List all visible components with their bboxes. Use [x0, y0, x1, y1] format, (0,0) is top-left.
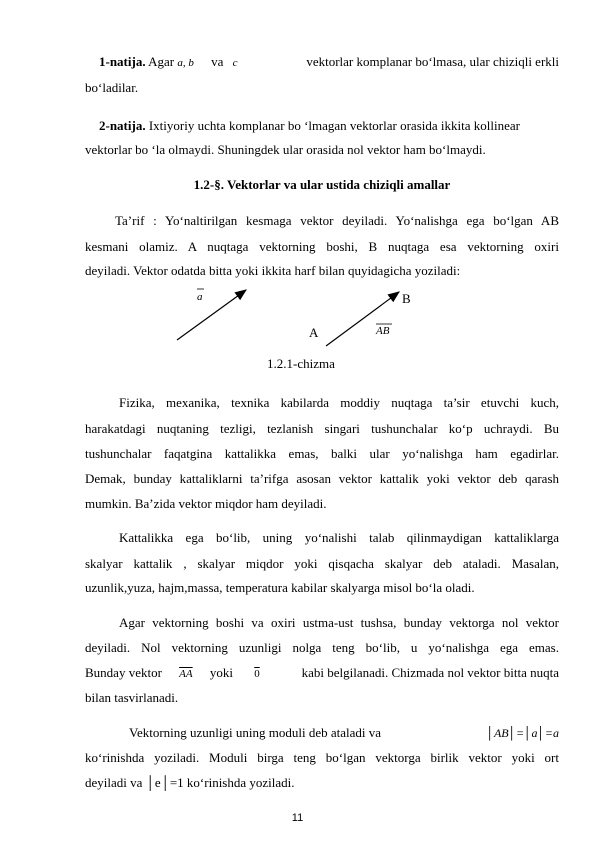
vector-ab-symbol: a, b [177, 57, 194, 69]
para3-line1: Agar vektorning boshi va oxiri ustma-ust tushsa, bunday vektorga nol vektor [119, 615, 559, 630]
zero-vector-symbol: 0 [254, 668, 260, 680]
figure-label-A: A [309, 325, 319, 340]
para2-line2: skalyar kattalik , skalyar miqdor yoki qisqacha skalyar deb ataladi. Masalan, [85, 556, 559, 571]
definition-line1: Ta’rif : Yo‘naltirilgan kesmaga vektor deyiladi. Yo‘nalishga ega bo‘lgan AB [115, 213, 559, 228]
definition-line3: deyiladi. Vektor odatda bitta yoki ikkita harf bilan quyidagicha yoziladi: [85, 263, 461, 278]
modulus-formula: │AB│=│a│=a [486, 726, 559, 740]
para3-line4: bilan tasvirlanadi. [85, 690, 179, 705]
para1-line3: tushunchalar faqatgina kattalikka emas, balki ular yo‘nalishga ham egadirlar. [85, 446, 559, 461]
vector-AA-symbol: $\overline{AA}$ [179, 668, 193, 680]
para4-line1: Vektorning uzunligi uning moduli deb ataladi va [129, 725, 382, 740]
natija2-label: 2-natija. [99, 118, 146, 133]
definition-line2: kesmani olamiz. A nuqtaga vektorning boshi, B nuqtaga esa vektorning oxiri [85, 239, 559, 254]
natija2-line1-text: Ixtiyoriy uchta komplanar bo ‘lmagan vektorlar orasida ikkita kollinear [148, 118, 520, 133]
para4-line3: deyiladi va │e│=1 ko‘rinishda yoziladi. [85, 775, 295, 790]
para3-yoki: yoki [209, 665, 233, 680]
para1-line2: harakatdagi nuqtaning tezligi, tezlanish singari tushunchalar ko‘p uchraydi. Bu [85, 421, 559, 436]
para3-line3-rest: kabi belgilanadi. Chizmada nol vektor bitta nuqta [301, 665, 559, 680]
para2-line3: uzunlik,yuza, hajm,massa, temperatura kabilar skalyarga misol bo‘la oladi. [85, 580, 475, 595]
para3-line2: deyiladi. Nol vektorning uzunligi nolga teng bo‘lib, u yo‘nalishga ega emas. [85, 640, 559, 655]
figure-label-a: a [197, 291, 203, 303]
para4-line2: ko‘rinishda yoziladi. Moduli birga teng bo‘lgan vektorga birlik vektor yoki ort [85, 750, 559, 765]
natija1-line1-rest: vektorlar komplanar bo‘lmasa, ular chiziqli erkli [306, 54, 559, 69]
figure-label-B: B [402, 291, 411, 306]
natija1-line2: bo‘ladilar. [85, 80, 139, 95]
natija1-label: 1-natija. [99, 54, 146, 69]
vector-a-arrow [177, 290, 246, 340]
para2-line1: Kattalikka ega bo‘lib, uning yo‘nalishi talab qilinmaydigan kattaliklarga [119, 530, 559, 545]
vector-c-symbol: c [232, 57, 238, 69]
natija1-va: va [211, 54, 224, 69]
vector-AB-arrow [326, 292, 399, 346]
natija1-agar: Agar [148, 54, 175, 69]
para1-line4: Demak, bunday kattaliklarni ta’rifga asosan vektor kattalik yoki vektor deb qarash [85, 471, 559, 486]
figure-caption: 1.2.1-chizma [267, 356, 335, 371]
page-number: 11 [291, 812, 304, 824]
para1-line5: mumkin. Ba’zida vektor miqdor ham deyiladi. [85, 496, 327, 511]
natija2-line2: vektorlar bo ‘la olmaydi. Shuningdek ular orasida nol vektor ham bo‘lmaydi. [85, 142, 486, 157]
figure-label-AB: AB [376, 325, 390, 337]
para3-bunday: Bunday vektor [85, 665, 162, 680]
para1-line1: Fizika, mexanika, texnika kabilarda moddiy nuqtaga ta’sir etuvchi kuch, [119, 395, 559, 410]
section-title: 1.2-§. Vektorlar va ular ustida chiziqli amallar [193, 177, 451, 192]
